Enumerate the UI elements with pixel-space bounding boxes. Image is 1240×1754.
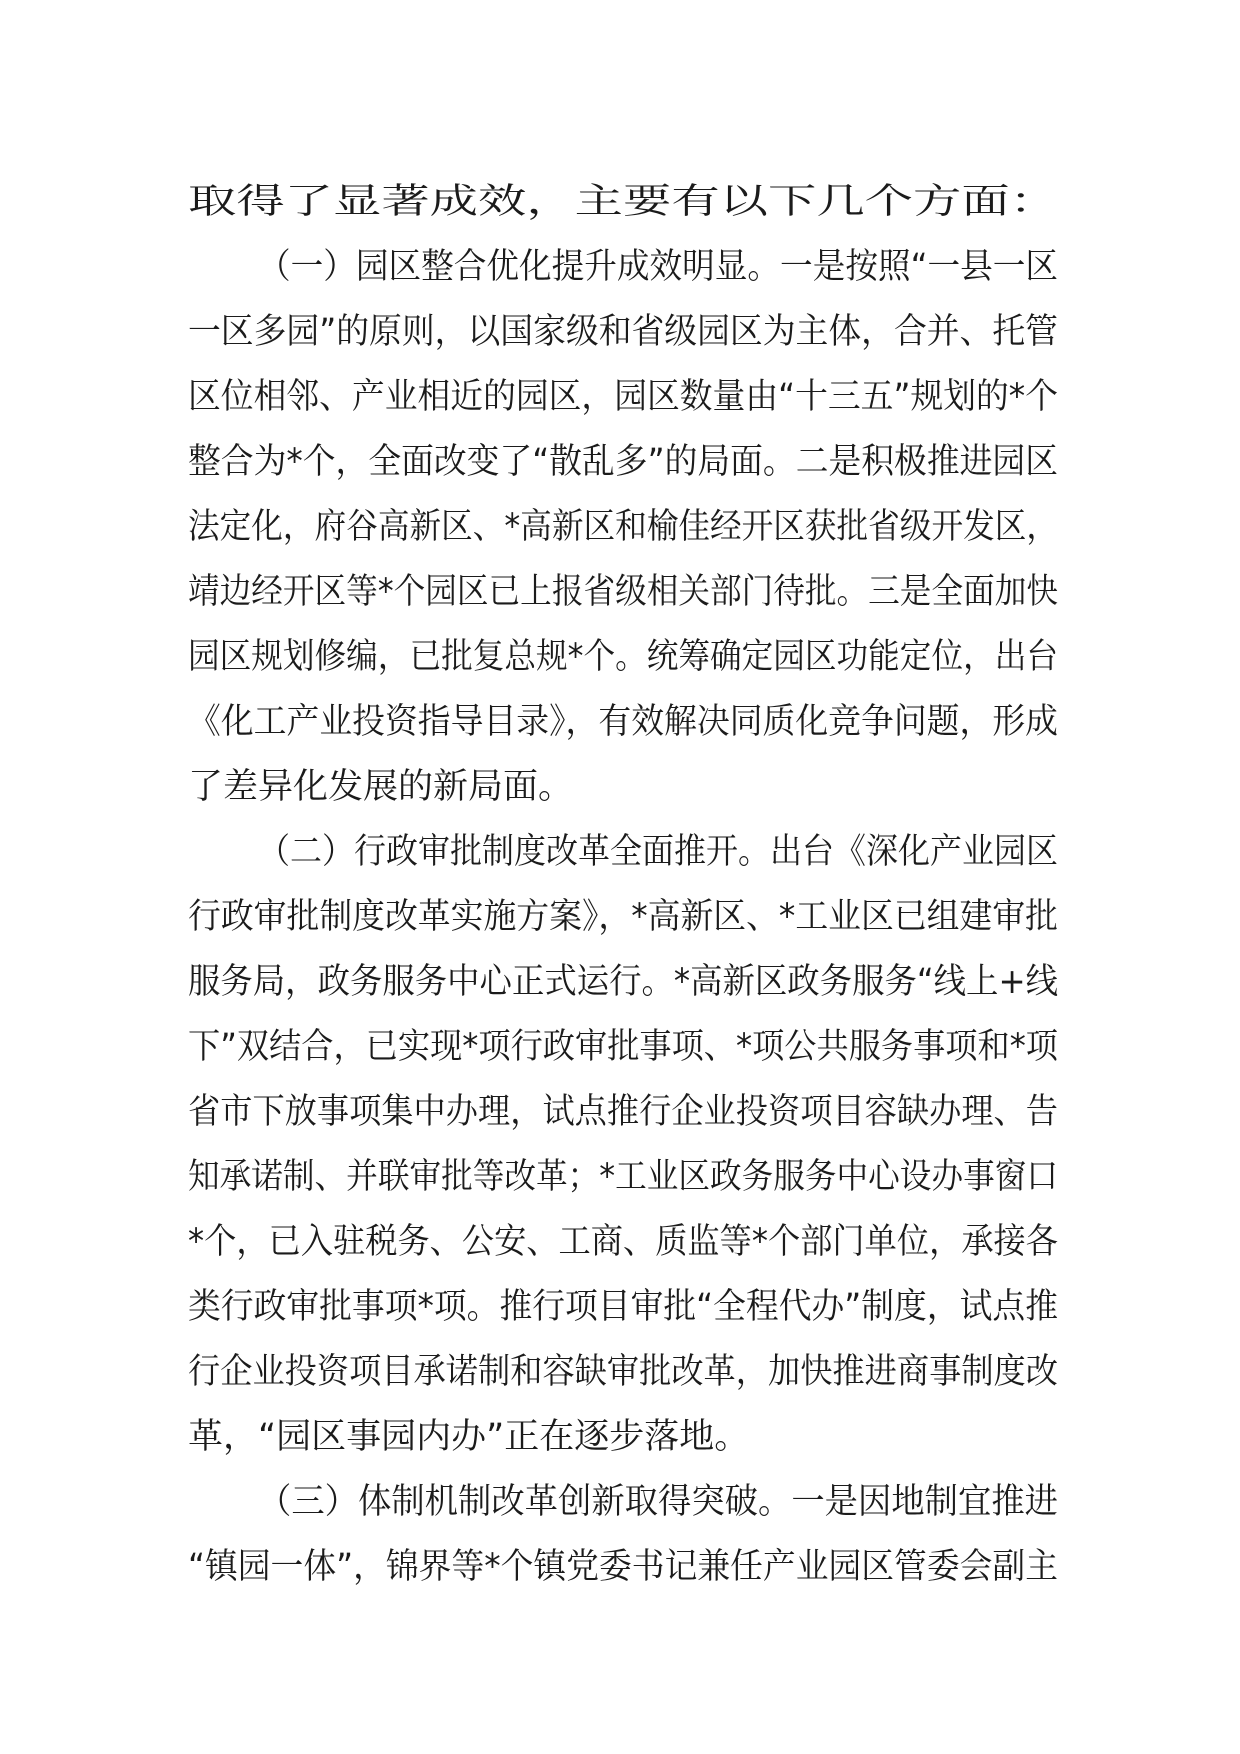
text-line: 省市下放事项集中办理，试点推行企业投资项目容缺办理、告 (188, 1092, 1058, 1132)
paragraph-3-heading-line: （三）体制机制改革创新取得突破。一是因地制宜推进 (258, 1482, 1058, 1522)
text-line: 类行政审批事项*项。推行项目审批“全程代办”制度，试点推 (188, 1287, 1058, 1327)
text-line: 《化工产业投资指导目录》，有效解决同质化竞争问题，形成 (188, 702, 1058, 742)
body-text (188, 170, 1058, 1600)
paragraph-2-heading-line: （二）行政审批制度改革全面推开。出台《深化产业园区 (258, 832, 1058, 872)
text-line-last: 革，“园区事园内办”正在逐步落地。 (188, 1417, 750, 1457)
text-line: 整合为*个，全面改变了“散乱多”的局面。二是积极推进园区 (188, 442, 1058, 482)
text-line-last: 了差异化发展的新局面。 (188, 767, 574, 807)
text-line: 行政审批制度改革实施方案》，*高新区、*工业区已组建审批 (188, 897, 1058, 937)
text-line: 行企业投资项目承诺制和容缺审批改革，加快推进商事制度改 (188, 1352, 1058, 1392)
paragraph-1-heading-line: （一）园区整合优化提升成效明显。一是按照“一县一区 (258, 247, 1058, 287)
text-line: 一区多园”的原则，以国家级和省级园区为主体，合并、托管 (188, 312, 1058, 352)
text-line: 园区规划修编，已批复总规*个。统筹确定园区功能定位，出台 (188, 637, 1058, 677)
text-line: *个，已入驻税务、公安、工商、质监等*个部门单位，承接各 (188, 1222, 1058, 1262)
text-line: 服务局，政务服务中心正式运行。*高新区政务服务“线上+线 (188, 962, 1058, 1002)
text-line: 区位相邻、产业相近的园区，园区数量由“十三五”规划的*个 (188, 377, 1058, 417)
text-line: “镇园一体”，锦界等*个镇党委书记兼任产业园区管委会副主 (188, 1547, 1058, 1587)
text-line: 下”双结合，已实现*项行政审批事项、*项公共服务事项和*项 (188, 1027, 1058, 1067)
text-line: 法定化，府谷高新区、*高新区和榆佳经开区获批省级开发区， (188, 507, 1058, 547)
text-line: 知承诺制、并联审批等改革；*工业区政务服务中心设办事窗口 (188, 1157, 1058, 1197)
text-line: 取得了显著成效，主要有以下几个方面： (188, 182, 1058, 222)
text-line: 靖边经开区等*个园区已上报省级相关部门待批。三是全面加快 (188, 572, 1058, 612)
